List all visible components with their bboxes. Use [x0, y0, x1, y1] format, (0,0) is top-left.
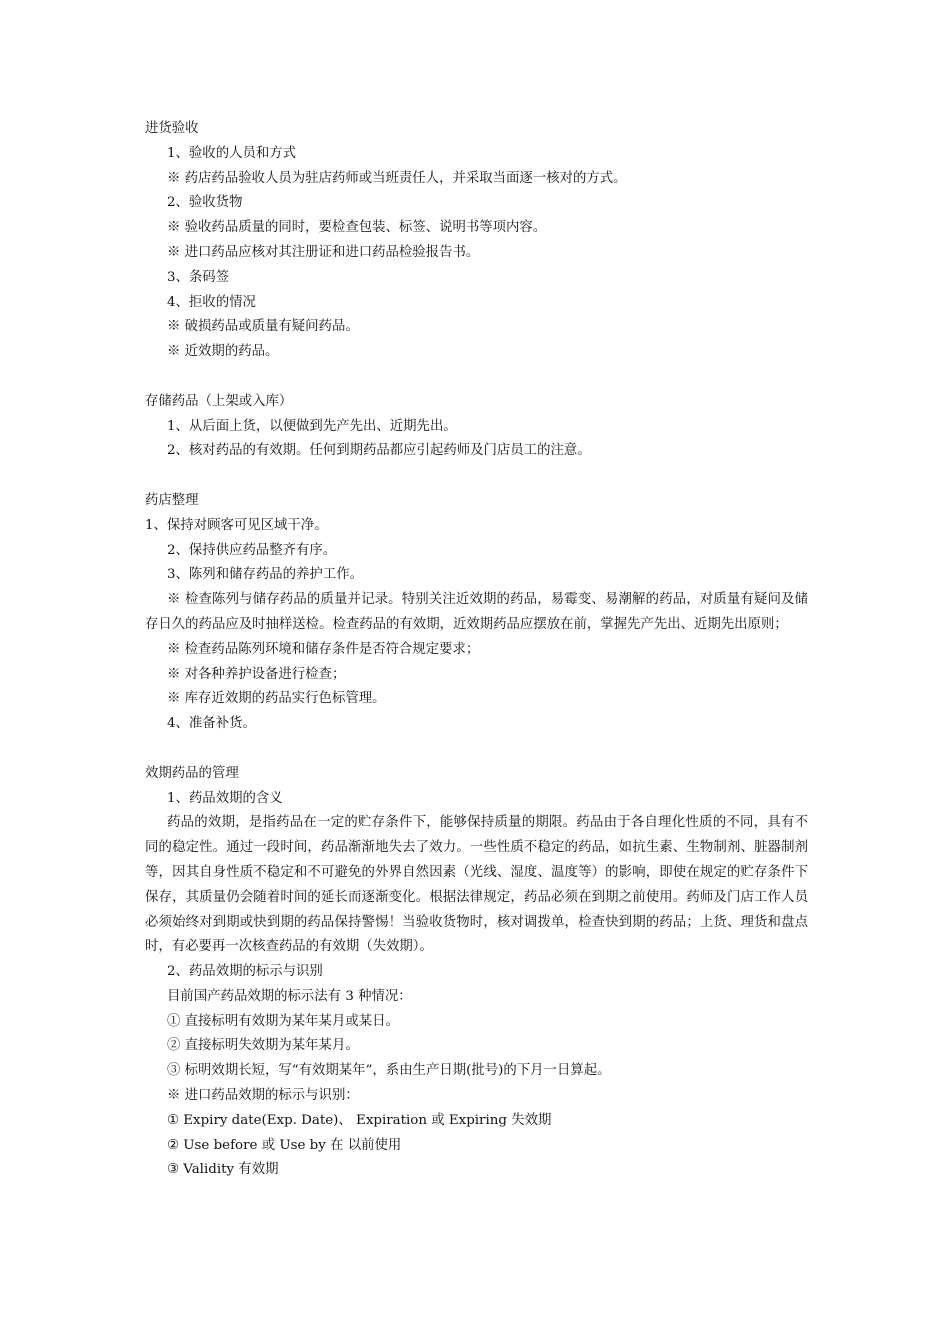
- tidy-item-4: 4、准备补货。: [167, 716, 256, 732]
- section-heading-storage: 存储药品（上架或入库）: [145, 393, 293, 409]
- receiving-item-2: 2、验收货物: [167, 195, 243, 211]
- tidy-item-2: 2、保持供应药品整齐有序。: [167, 542, 337, 558]
- expiry-domestic-3: ③ 标明效期长短，写“有效期某年”，系由生产日期(批号)的下月一日算起。: [167, 1063, 611, 1079]
- expiry-item-2: 2、药品效期的标示与识别: [167, 964, 323, 980]
- storage-item-1: 1、从后面上货，以便做到先产先出、近期先出。: [167, 418, 457, 434]
- receiving-note-3: ※ 进口药品应核对其注册证和进口药品检验报告书。: [167, 244, 480, 260]
- expiry-import-intro: ※ 进口药品效期的标示与识别：: [167, 1088, 359, 1104]
- expiry-paragraph: 药品的效期，是指药品在一定的贮存条件下，能够保持质量的期限。药品由于各自理化性质的不同，具有不同的稳定性。通过一段时间，药品渐渐地失去了效力。一些性质不稳定的药品，如抗生素、生物制剂、脏器制剂等，因其自身性质不稳定和不可避免的外界自然因素（光线、湿度、温度等）的影响，即使在规定的贮存条件下保存，其质量仍会随着时间的延长而逐渐变化。根据法律规定，药品必须在到期之前使用。药师及门店工作人员必须始终对到期或快到期的药品保持警惕！当验收货物时，核对调拨单，检查快到期的药品；上货、理货和盘点时，有必要再一次核查药品的有效期（失效期）。: [145, 815, 808, 955]
- expiry-import-3: ③ Validity 有效期: [167, 1162, 279, 1178]
- receiving-item-1: 1、验收的人员和方式: [167, 145, 297, 161]
- expiry-import-1: ① Expiry date(Exp. Date)、 Expiration 或 Expiring 失效期: [167, 1112, 552, 1128]
- receiving-note-4: ※ 破损药品或质量有疑问药品。: [167, 319, 359, 335]
- tidy-item-1: 1、保持对顾客可见区域干净。: [145, 517, 328, 533]
- document-body: [145, 117, 808, 1183]
- section-gap: [145, 464, 808, 489]
- tidy-note-4: ※ 库存近效期的药品实行色标管理。: [167, 691, 386, 707]
- section-gap: [145, 365, 808, 390]
- section-heading-tidy: 药店整理: [145, 492, 199, 508]
- receiving-note-2: ※ 验收药品质量的同时，要检查包装、标签、说明书等项内容。: [167, 220, 547, 236]
- expiry-domestic-2: ② 直接标明失效期为某年某月。: [167, 1038, 359, 1054]
- tidy-note-3: ※ 对各种养护设备进行检查；: [167, 666, 346, 682]
- expiry-domestic-1: ① 直接标明有效期为某年某月或某日。: [167, 1013, 399, 1029]
- section-gap: [145, 737, 808, 762]
- section-heading-expiry: 效期药品的管理: [145, 765, 239, 781]
- tidy-item-3: 3、陈列和储存药品的养护工作。: [167, 567, 363, 583]
- tidy-paragraph: ※ 检查陈列与储存药品的质量并记录。特别关注近效期的药品，易霉变、易潮解的药品，对质量有疑问及储存日久的药品应及时抽样送检。检查药品的有效期，近效期药品应摆放在前，掌握先产先出、近期先出原则；: [145, 592, 808, 632]
- expiry-import-2: ② Use before 或 Use by 在 以前使用: [167, 1137, 402, 1153]
- receiving-note-1: ※ 药店药品验收人员为驻店药师或当班责任人，并采取当面逐一核对的方式。: [167, 170, 627, 186]
- storage-item-2: 2、核对药品的有效期。任何到期药品都应引起药师及门店员工的注意。: [167, 443, 591, 459]
- receiving-item-3: 3、条码签: [167, 269, 230, 285]
- expiry-item-1: 1、药品效期的含义: [167, 790, 283, 806]
- section-heading-receiving: 进货验收: [145, 121, 199, 136]
- receiving-item-4: 4、拒收的情况: [167, 294, 256, 310]
- receiving-note-5: ※ 近效期的药品。: [167, 344, 279, 360]
- expiry-domestic-intro: 目前国产药品效期的标示法有 3 种情况：: [167, 988, 412, 1004]
- tidy-note-2: ※ 检查药品陈列环境和储存条件是否符合规定要求；: [167, 641, 480, 657]
